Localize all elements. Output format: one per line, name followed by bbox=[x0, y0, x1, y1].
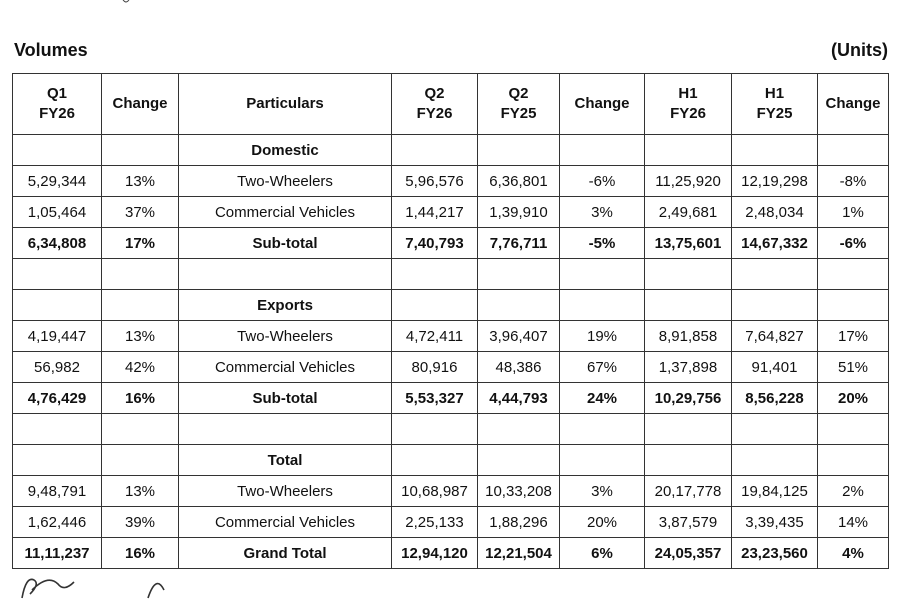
table-cell bbox=[478, 414, 560, 445]
table-cell: 2% bbox=[818, 476, 889, 507]
table-cell bbox=[560, 290, 645, 321]
col-header-q2-fy25 bbox=[478, 74, 560, 135]
col-header-line1: H1 bbox=[678, 85, 698, 102]
table-cell bbox=[645, 414, 732, 445]
table-cell: 8,56,228 bbox=[732, 383, 818, 414]
col-header-line1: Q2 bbox=[424, 85, 445, 102]
particulars-cell: Commercial Vehicles bbox=[179, 352, 392, 383]
table-row bbox=[13, 476, 889, 507]
table-cell: 37% bbox=[102, 197, 179, 228]
table-cell: 13% bbox=[102, 166, 179, 197]
particulars-cell: Grand Total bbox=[179, 538, 392, 569]
table-cell bbox=[392, 259, 478, 290]
table-cell: 1,05,464 bbox=[13, 197, 102, 228]
col-header-line1: Q2 bbox=[508, 85, 529, 102]
table-cell bbox=[102, 259, 179, 290]
table-cell: 67% bbox=[560, 352, 645, 383]
table-cell: 24,05,357 bbox=[645, 538, 732, 569]
table-cell bbox=[560, 414, 645, 445]
table-cell: 3,87,579 bbox=[645, 507, 732, 538]
spacer-row bbox=[13, 259, 889, 290]
table-body bbox=[13, 135, 889, 569]
table-cell bbox=[645, 135, 732, 166]
table-cell: 13% bbox=[102, 321, 179, 352]
table-cell: 3% bbox=[560, 476, 645, 507]
col-header-h1-fy25 bbox=[732, 74, 818, 135]
subtotal-row bbox=[13, 383, 889, 414]
spacer-row bbox=[13, 414, 889, 445]
table-cell bbox=[13, 290, 102, 321]
unit-label: (Units) bbox=[831, 40, 888, 60]
subtotal-row bbox=[13, 538, 889, 569]
table-cell: 39% bbox=[102, 507, 179, 538]
col-header-line2: FY25 bbox=[756, 105, 793, 122]
table-cell: 5,53,327 bbox=[392, 383, 478, 414]
table-cell: 8,91,858 bbox=[645, 321, 732, 352]
col-header-change bbox=[560, 74, 645, 135]
table-cell: 1% bbox=[818, 197, 889, 228]
col-header-line2: FY25 bbox=[500, 105, 537, 122]
table-cell bbox=[392, 414, 478, 445]
table-cell bbox=[732, 445, 818, 476]
table-cell: 4% bbox=[818, 538, 889, 569]
table-cell bbox=[645, 445, 732, 476]
particulars-cell: Sub-total bbox=[179, 228, 392, 259]
table-row bbox=[13, 321, 889, 352]
table-cell: -6% bbox=[560, 166, 645, 197]
table-cell bbox=[478, 445, 560, 476]
table-cell bbox=[392, 135, 478, 166]
table-cell: -8% bbox=[818, 166, 889, 197]
table-cell bbox=[818, 290, 889, 321]
table-cell bbox=[818, 135, 889, 166]
table-cell bbox=[102, 290, 179, 321]
col-header-line2: FY26 bbox=[416, 105, 453, 122]
section-header-row bbox=[13, 445, 889, 476]
table-cell: 13,75,601 bbox=[645, 228, 732, 259]
col-header-line1: Change bbox=[574, 95, 630, 112]
particulars-cell bbox=[179, 259, 392, 290]
particulars-cell: Two-Wheelers bbox=[179, 321, 392, 352]
table-cell bbox=[560, 259, 645, 290]
table-cell: 3% bbox=[560, 197, 645, 228]
table-cell: 4,19,447 bbox=[13, 321, 102, 352]
col-header-h1-fy26 bbox=[645, 74, 732, 135]
table-cell bbox=[818, 259, 889, 290]
table-cell: 7,64,827 bbox=[732, 321, 818, 352]
table-cell: 2,49,681 bbox=[645, 197, 732, 228]
table-cell: -6% bbox=[818, 228, 889, 259]
table-cell: 1,37,898 bbox=[645, 352, 732, 383]
table-cell: 12,21,504 bbox=[478, 538, 560, 569]
table-cell bbox=[560, 445, 645, 476]
table-cell bbox=[818, 414, 889, 445]
table-cell: 23,23,560 bbox=[732, 538, 818, 569]
table-cell bbox=[732, 290, 818, 321]
table-cell: 51% bbox=[818, 352, 889, 383]
table-cell: 5,29,344 bbox=[13, 166, 102, 197]
col-header-line1: Change bbox=[112, 95, 168, 112]
table-cell: 6,36,801 bbox=[478, 166, 560, 197]
table-cell bbox=[732, 259, 818, 290]
table-cell: 56,982 bbox=[13, 352, 102, 383]
scan-mark bbox=[120, 0, 132, 6]
col-header-line2: FY26 bbox=[39, 105, 75, 122]
table-cell: 24% bbox=[560, 383, 645, 414]
table-cell bbox=[478, 290, 560, 321]
table-cell: 4,44,793 bbox=[478, 383, 560, 414]
col-header-change bbox=[102, 74, 179, 135]
particulars-cell bbox=[179, 414, 392, 445]
particulars-cell: Two-Wheelers bbox=[179, 476, 392, 507]
table-cell: 20,17,778 bbox=[645, 476, 732, 507]
table-cell bbox=[732, 135, 818, 166]
table-cell bbox=[478, 259, 560, 290]
table-row bbox=[13, 197, 889, 228]
table-cell: 20% bbox=[818, 383, 889, 414]
table-cell: 6% bbox=[560, 538, 645, 569]
particulars-cell: Sub-total bbox=[179, 383, 392, 414]
col-header-change bbox=[818, 74, 889, 135]
table-cell: 13% bbox=[102, 476, 179, 507]
table-cell: -5% bbox=[560, 228, 645, 259]
table-cell: 11,11,237 bbox=[13, 538, 102, 569]
table-cell: 80,916 bbox=[392, 352, 478, 383]
section-header-row bbox=[13, 290, 889, 321]
table-cell: 1,62,446 bbox=[13, 507, 102, 538]
table-cell: 4,76,429 bbox=[13, 383, 102, 414]
col-header-line1: Particulars bbox=[246, 95, 324, 112]
table-cell: 4,72,411 bbox=[392, 321, 478, 352]
col-header-line1: Change bbox=[825, 95, 881, 112]
table-cell: 1,39,910 bbox=[478, 197, 560, 228]
table-cell: 3,96,407 bbox=[478, 321, 560, 352]
particulars-cell: Total bbox=[179, 445, 392, 476]
table-row bbox=[13, 507, 889, 538]
table-cell: 12,94,120 bbox=[392, 538, 478, 569]
subtotal-row bbox=[13, 228, 889, 259]
table-cell: 10,68,987 bbox=[392, 476, 478, 507]
section-header-row bbox=[13, 135, 889, 166]
table-cell: 1,88,296 bbox=[478, 507, 560, 538]
col-header-line1: Q1 bbox=[46, 85, 67, 102]
table-cell: 9,48,791 bbox=[13, 476, 102, 507]
table-cell bbox=[645, 259, 732, 290]
table-cell bbox=[102, 414, 179, 445]
table-cell: 20% bbox=[560, 507, 645, 538]
col-header-particulars bbox=[179, 74, 392, 135]
table-row bbox=[13, 352, 889, 383]
section-title: Volumes bbox=[14, 40, 88, 60]
table-cell bbox=[645, 290, 732, 321]
col-header-q2-fy26 bbox=[392, 74, 478, 135]
table-cell bbox=[478, 135, 560, 166]
table-cell bbox=[732, 414, 818, 445]
table-cell bbox=[13, 135, 102, 166]
table-cell: 91,401 bbox=[732, 352, 818, 383]
table-cell: 2,25,133 bbox=[392, 507, 478, 538]
table-cell: 17% bbox=[102, 228, 179, 259]
table-cell: 16% bbox=[102, 383, 179, 414]
table-cell: 10,33,208 bbox=[478, 476, 560, 507]
table-cell bbox=[818, 445, 889, 476]
table-cell bbox=[102, 135, 179, 166]
table-row bbox=[13, 166, 889, 197]
table-cell bbox=[13, 414, 102, 445]
particulars-cell: Exports bbox=[179, 290, 392, 321]
particulars-cell: Two-Wheelers bbox=[179, 166, 392, 197]
table-cell bbox=[13, 445, 102, 476]
table-cell bbox=[13, 259, 102, 290]
volumes-table bbox=[12, 73, 889, 569]
col-header-line1: H1 bbox=[764, 85, 785, 102]
table-cell: 14,67,332 bbox=[732, 228, 818, 259]
col-header-line2: FY26 bbox=[670, 105, 706, 122]
table-cell: 16% bbox=[102, 538, 179, 569]
particulars-cell: Commercial Vehicles bbox=[179, 507, 392, 538]
table-cell bbox=[392, 445, 478, 476]
particulars-cell: Domestic bbox=[179, 135, 392, 166]
table-cell bbox=[102, 445, 179, 476]
table-cell: 19,84,125 bbox=[732, 476, 818, 507]
table-cell: 7,76,711 bbox=[478, 228, 560, 259]
header-row bbox=[13, 74, 889, 135]
table-cell: 17% bbox=[818, 321, 889, 352]
particulars-cell: Commercial Vehicles bbox=[179, 197, 392, 228]
table-cell: 14% bbox=[818, 507, 889, 538]
table-cell: 6,34,808 bbox=[13, 228, 102, 259]
table-cell: 2,48,034 bbox=[732, 197, 818, 228]
table-cell: 5,96,576 bbox=[392, 166, 478, 197]
signature bbox=[18, 570, 178, 600]
table-cell: 3,39,435 bbox=[732, 507, 818, 538]
col-header-q1-fy26 bbox=[13, 74, 102, 135]
table-cell: 1,44,217 bbox=[392, 197, 478, 228]
table-cell bbox=[560, 135, 645, 166]
table-cell: 19% bbox=[560, 321, 645, 352]
table-cell bbox=[392, 290, 478, 321]
table-cell: 7,40,793 bbox=[392, 228, 478, 259]
table-cell: 12,19,298 bbox=[732, 166, 818, 197]
table-cell: 11,25,920 bbox=[645, 166, 732, 197]
table-cell: 42% bbox=[102, 352, 179, 383]
table-cell: 48,386 bbox=[478, 352, 560, 383]
table-cell: 10,29,756 bbox=[645, 383, 732, 414]
